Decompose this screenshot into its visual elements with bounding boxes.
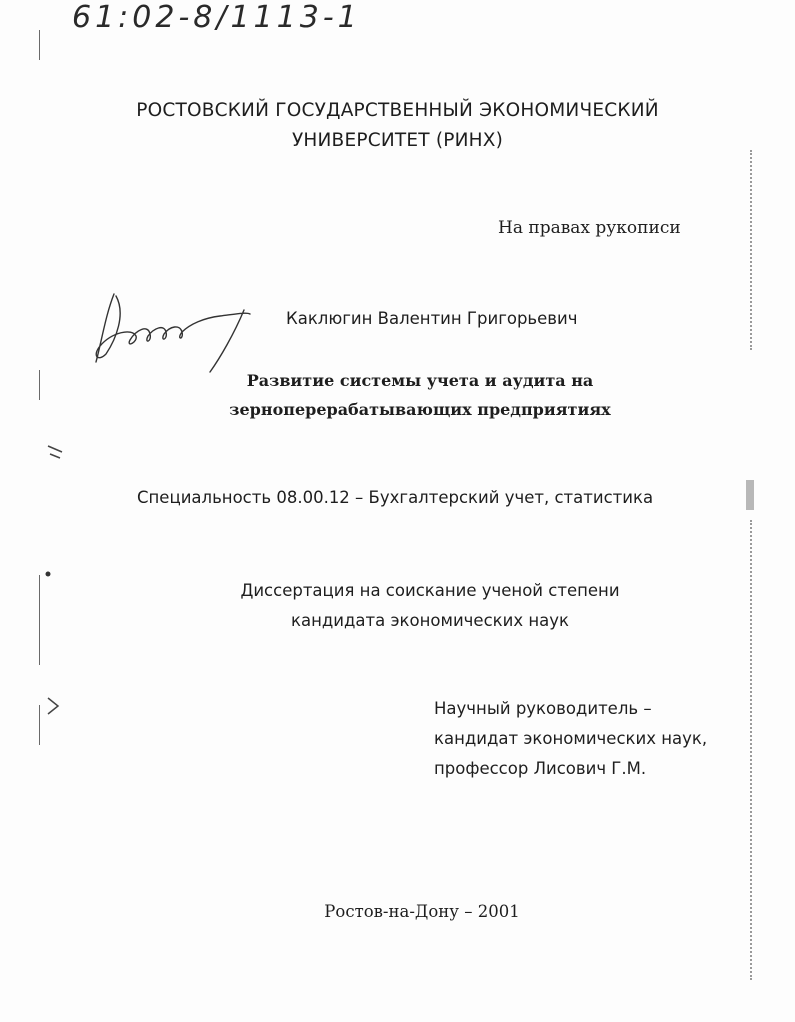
- title-line-2: зерноперерабатывающих предприятиях: [229, 400, 611, 419]
- advisor-line-1: Научный руководитель –: [434, 699, 652, 718]
- university-line-1: РОСТОВСКИЙ ГОСУДАРСТВЕННЫЙ ЭКОНОМИЧЕСКИЙ: [136, 100, 659, 121]
- manuscript-note: На правах рукописи: [498, 218, 681, 238]
- city-year: Ростов-на-Дону – 2001: [324, 902, 520, 921]
- degree-statement: [0, 576, 795, 636]
- scientific-advisor: [434, 694, 707, 784]
- author-signature: [86, 284, 266, 374]
- university-line-2: УНИВЕРСИТЕТ (РИНХ): [291, 130, 504, 151]
- dissertation-title: [0, 366, 795, 424]
- university-name: [0, 96, 795, 156]
- author-name: Каклюгин Валентин Григорьевич: [286, 309, 578, 328]
- advisor-line-2: кандидат экономических наук,: [434, 729, 708, 748]
- title-line-1: Развитие системы учета и аудита на: [246, 371, 594, 390]
- specialty: Специальность 08.00.12 – Бухгалтерский учет, статистика: [137, 488, 654, 507]
- degree-line-2: кандидата экономических наук: [291, 611, 569, 630]
- degree-line-1: Диссертация на соискание ученой степени: [240, 581, 620, 600]
- archive-number: 61:02-8/1113-1: [72, 0, 361, 35]
- advisor-line-3: профессор Лисович Г.М.: [434, 759, 647, 778]
